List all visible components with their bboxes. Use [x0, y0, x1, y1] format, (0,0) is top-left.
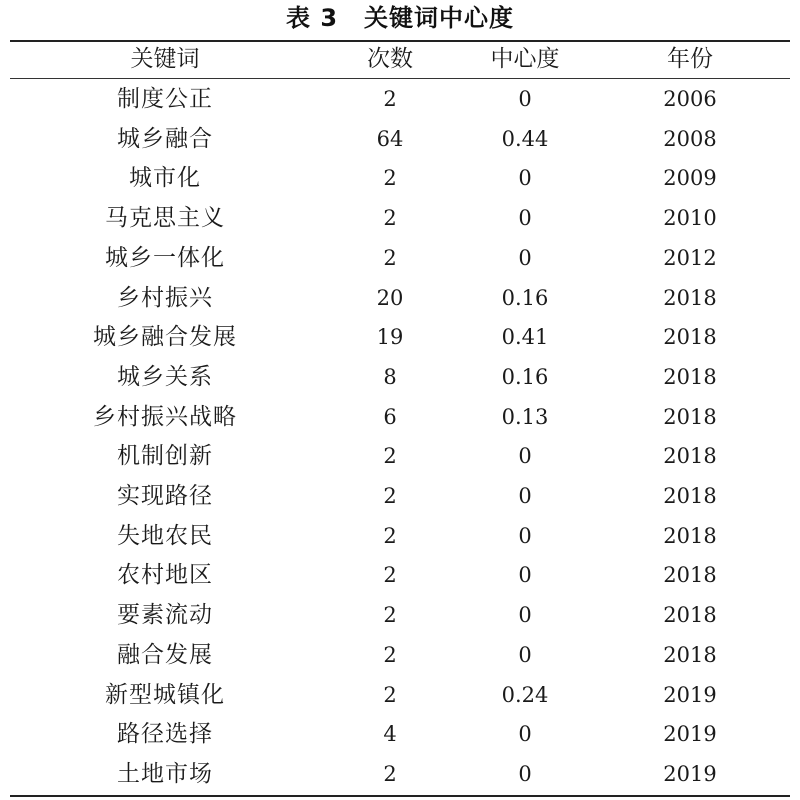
- table-row: [10, 517, 790, 557]
- cell-count: 2: [383, 761, 397, 786]
- cell-year: 2018: [663, 484, 717, 509]
- cell-count: 2: [383, 523, 397, 548]
- cell-centrality: 0: [518, 642, 532, 667]
- header-centrality: 中心度: [490, 46, 560, 72]
- cell-count: 20: [376, 285, 404, 310]
- cell-centrality: 0: [518, 87, 532, 111]
- cell-year: 2019: [663, 722, 717, 747]
- cell-year: 2008: [663, 126, 717, 151]
- table-row: [10, 596, 790, 636]
- cell-year: 2018: [663, 603, 717, 628]
- cell-count: 2: [383, 444, 397, 469]
- cell-centrality: 0: [518, 761, 532, 786]
- table-caption: [0, 0, 800, 36]
- table-row: [10, 120, 790, 160]
- cell-keyword: 马克思主义: [105, 205, 225, 232]
- cell-centrality: 0: [518, 444, 532, 469]
- cell-centrality: 0: [518, 722, 532, 747]
- table-row: [10, 358, 790, 398]
- cell-year: 2018: [663, 285, 717, 310]
- table-row: [10, 398, 790, 438]
- cell-centrality: 0: [518, 603, 532, 628]
- table-row: [10, 676, 790, 716]
- cell-keyword: 城乡融合: [117, 125, 213, 152]
- table-row: [10, 318, 790, 358]
- cell-centrality: 0: [518, 523, 532, 548]
- table-title: 关键词中心度: [364, 4, 515, 32]
- cell-year: 2010: [663, 206, 717, 231]
- cell-keyword: 新型城镇化: [105, 681, 225, 708]
- bottom-rule: [10, 795, 790, 797]
- cell-year: 2019: [663, 682, 717, 707]
- table-row: [10, 279, 790, 319]
- cell-count: 2: [383, 603, 397, 628]
- cell-keyword: 土地市场: [117, 760, 213, 787]
- cell-keyword: 城乡融合发展: [93, 324, 237, 351]
- cell-centrality: 0.16: [501, 364, 549, 389]
- cell-count: 2: [383, 206, 397, 231]
- table-body: [10, 78, 790, 795]
- header-year: 年份: [667, 46, 713, 72]
- keyword-centrality-table: [10, 41, 790, 795]
- cell-keyword: 融合发展: [117, 641, 213, 668]
- table-row: [10, 437, 790, 477]
- cell-year: 2018: [663, 364, 717, 389]
- table-row: [10, 636, 790, 676]
- cell-count: 2: [383, 682, 397, 707]
- cell-count: 64: [376, 126, 404, 151]
- cell-keyword: 乡村振兴战略: [93, 403, 237, 430]
- cell-keyword: 路径选择: [117, 721, 213, 748]
- cell-centrality: 0.24: [501, 682, 549, 707]
- cell-keyword: 机制创新: [117, 443, 213, 470]
- cell-count: 2: [383, 484, 397, 509]
- table-number: 表 3: [285, 4, 339, 32]
- cell-centrality: 0.13: [501, 404, 549, 429]
- cell-keyword: 城乡一体化: [105, 244, 225, 271]
- cell-centrality: 0.44: [501, 126, 549, 151]
- cell-count: 2: [383, 563, 397, 588]
- cell-year: 2018: [663, 523, 717, 548]
- cell-keyword: 乡村振兴: [117, 284, 213, 311]
- cell-centrality: 0: [518, 166, 532, 191]
- cell-year: 2018: [663, 444, 717, 469]
- cell-year: 2018: [663, 404, 717, 429]
- cell-year: 2018: [663, 642, 717, 667]
- cell-count: 4: [383, 722, 397, 747]
- cell-year: 2006: [663, 87, 717, 111]
- table-row: [10, 80, 790, 120]
- table-row: [10, 199, 790, 239]
- cell-year: 2009: [663, 166, 717, 191]
- table-row: [10, 159, 790, 199]
- cell-keyword: 城市化: [129, 165, 201, 192]
- cell-centrality: 0.41: [501, 325, 549, 350]
- table-row: [10, 477, 790, 517]
- cell-year: 2018: [663, 563, 717, 588]
- header-count: 次数: [367, 46, 413, 72]
- cell-keyword: 失地农民: [117, 522, 213, 549]
- cell-count: 2: [383, 166, 397, 191]
- cell-centrality: 0: [518, 484, 532, 509]
- cell-count: 19: [376, 325, 404, 350]
- cell-year: 2018: [663, 325, 717, 350]
- table-row: [10, 715, 790, 755]
- cell-count: 2: [383, 87, 397, 111]
- cell-keyword: 实现路径: [117, 483, 213, 510]
- table-row: [10, 239, 790, 279]
- cell-centrality: 0.16: [501, 285, 549, 310]
- header-keyword: 关键词: [130, 46, 200, 72]
- cell-keyword: 农村地区: [117, 562, 213, 589]
- cell-count: 6: [383, 404, 397, 429]
- cell-centrality: 0: [518, 206, 532, 231]
- cell-keyword: 制度公正: [117, 86, 213, 112]
- cell-count: 2: [383, 642, 397, 667]
- cell-keyword: 城乡关系: [117, 363, 213, 390]
- table-row: [10, 556, 790, 596]
- cell-count: 8: [383, 364, 397, 389]
- cell-keyword: 要素流动: [117, 602, 213, 629]
- table-row: [10, 755, 790, 795]
- cell-centrality: 0: [518, 563, 532, 588]
- cell-year: 2019: [663, 761, 717, 786]
- cell-year: 2012: [663, 245, 717, 270]
- table-header-row: [10, 41, 790, 78]
- cell-centrality: 0: [518, 245, 532, 270]
- cell-count: 2: [383, 245, 397, 270]
